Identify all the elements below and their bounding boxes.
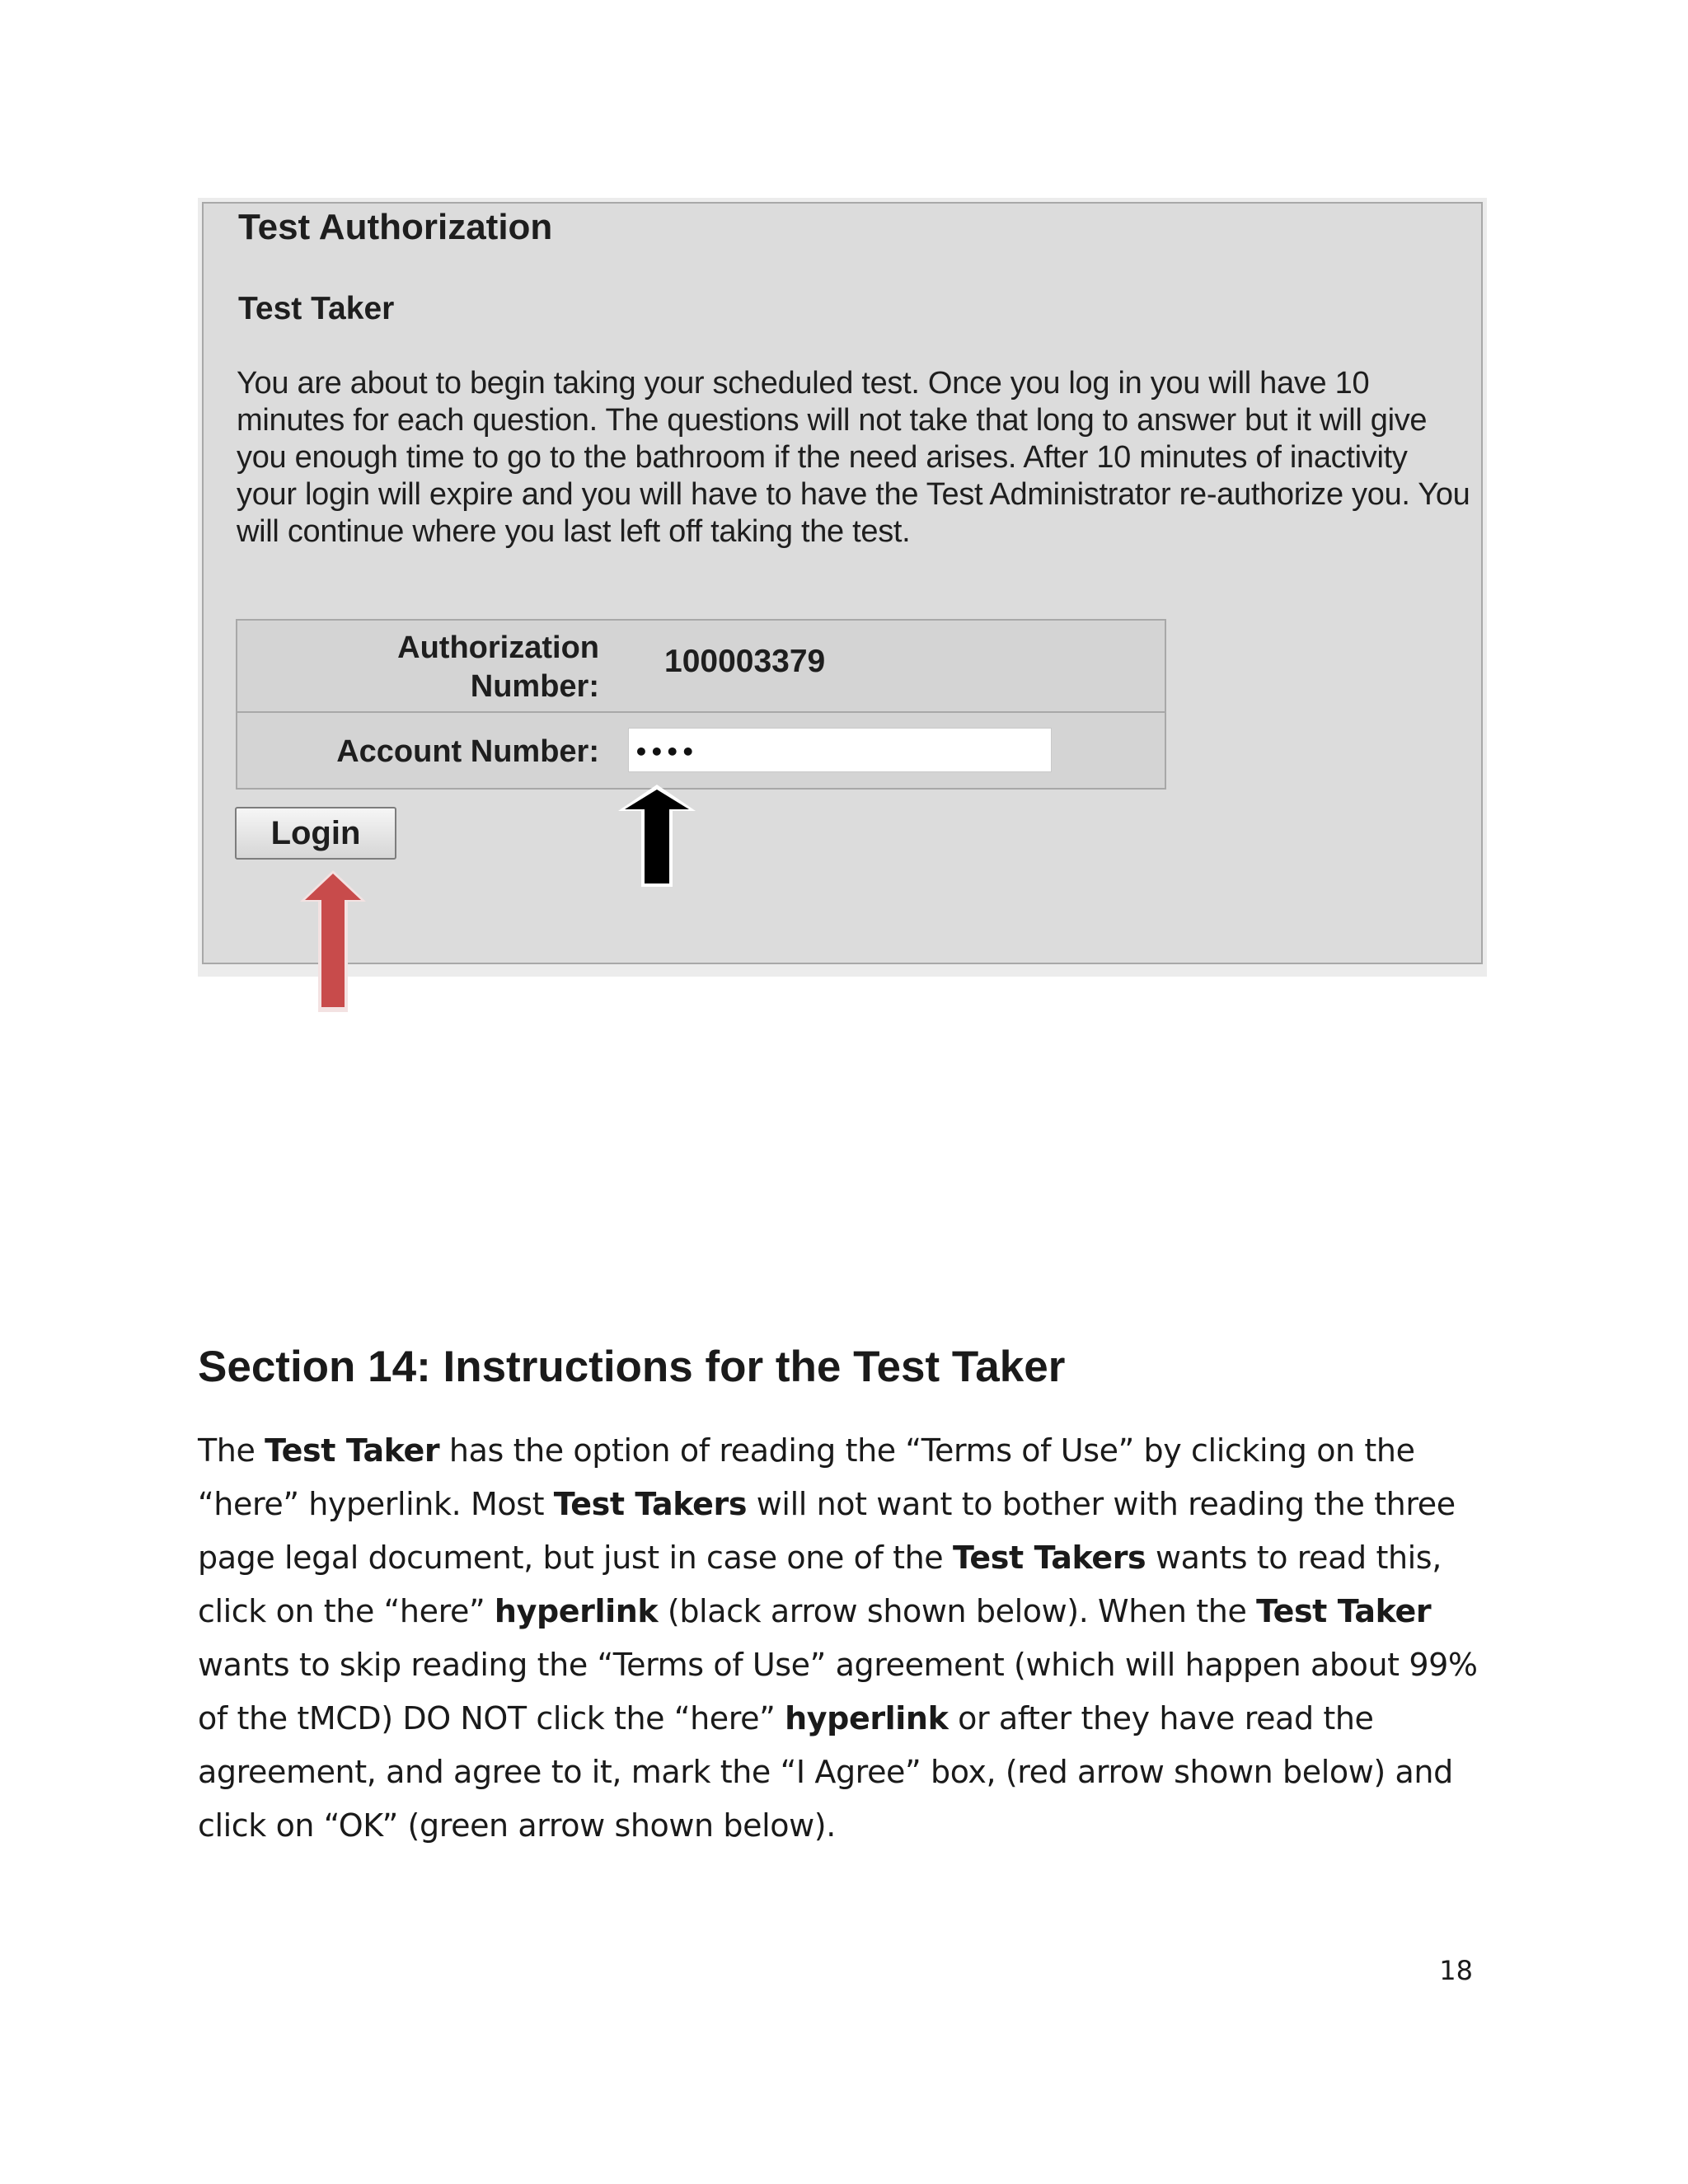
- black-arrow-icon: [617, 783, 697, 888]
- section-paragraph: [198, 1424, 1500, 1853]
- login-button[interactable]: Login: [235, 807, 396, 860]
- bold-term: Test Taker: [1256, 1593, 1432, 1629]
- authorization-number-label: Authorization Number:: [397, 630, 599, 704]
- red-arrow-fill: [305, 874, 361, 1007]
- paragraph-text: wants to read this, click on the “here”: [198, 1540, 1442, 1629]
- panel-instructions: You are about to begin taking your scheduled test. Once you log in you will have 10 minutes for each question. The questions will not take that long to answer but it will give you enough time to go to the bathroom if the need arises. After 10 minutes of inactivity your login will expire and you will have to have the Test Administrator re-authorize you. You will continue where you last left off taking the test.: [237, 366, 1470, 549]
- paragraph-text: The: [198, 1432, 265, 1469]
- section-heading: Section 14: Instructions for the Test Taker: [198, 1343, 1066, 1391]
- test-authorization-panel: [202, 202, 1483, 964]
- page-number: 18: [1439, 1955, 1473, 1986]
- table-row-divider: [237, 711, 1165, 713]
- panel-subtitle: Test Taker: [238, 291, 395, 326]
- paragraph-text: (black arrow shown below). When the: [658, 1593, 1257, 1629]
- paragraph-text: wants to skip reading the “Terms of Use” agreement (which will happen about 99% of the tMCD) DO NOT click the “here”: [198, 1647, 1478, 1736]
- bold-term: Test Taker: [265, 1432, 440, 1469]
- bold-term: Test Takers: [553, 1486, 748, 1522]
- paragraph-text: has the option of reading the “Terms of Use” by clicking on the “here” hyperlink. Most: [198, 1432, 1415, 1522]
- paragraph-text: or after they have read the agreement, and agree to it, mark the “I Agree” box, (red arrow shown below) and click on “OK” (green arrow shown below).: [198, 1700, 1453, 1844]
- account-number-label: Account Number:: [336, 734, 599, 769]
- bold-term: hyperlink: [785, 1700, 949, 1736]
- red-arrow-icon: [298, 869, 368, 1014]
- bold-term: Test Takers: [952, 1540, 1146, 1576]
- credentials-table: [236, 619, 1166, 790]
- panel-title: Test Authorization: [238, 207, 553, 247]
- account-number-input[interactable]: [628, 728, 1052, 772]
- black-arrow-fill: [625, 790, 689, 883]
- bold-term: hyperlink: [494, 1593, 659, 1629]
- authorization-number-value: 100003379: [664, 644, 826, 679]
- paragraph-text: will not want to bother with reading the three page legal document, but just in case one of the: [198, 1486, 1456, 1576]
